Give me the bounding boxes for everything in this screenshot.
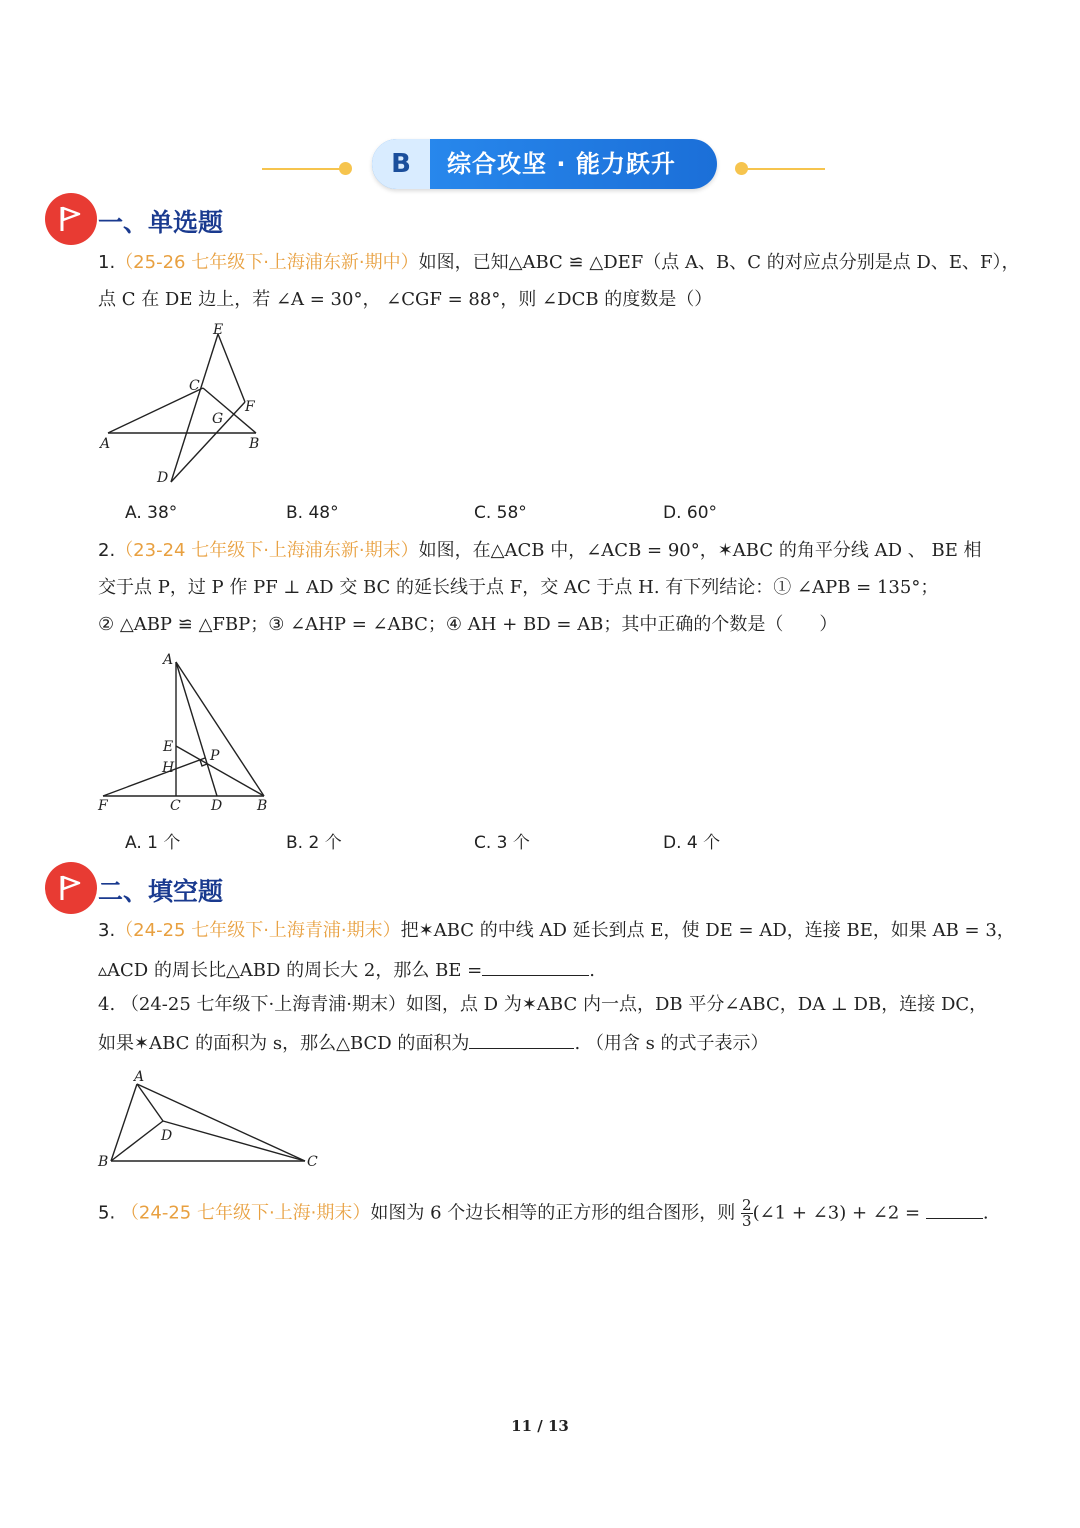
q2-label-e: E — [163, 739, 174, 755]
q1-option-a[interactable]: A. 38° — [125, 503, 178, 523]
q3-line2 — [98, 957, 595, 983]
q1-number: 1. — [98, 252, 116, 273]
q5-answer-blank[interactable] — [926, 1200, 983, 1219]
q5-line — [98, 1198, 989, 1229]
section-title-single-choice: 一、单选题 — [98, 208, 224, 237]
q4-label-d: D — [161, 1128, 173, 1144]
flag-icon — [45, 193, 97, 245]
q5-number: 5. — [98, 1202, 116, 1224]
q2-option-c[interactable]: C. 3 个 — [474, 833, 530, 853]
q1-text1: 如图，已知△ABC ≌ △DEF（点 A、B、C 的对应点分别是点 D、E、F）， — [418, 252, 1020, 273]
q4-label-c: C — [307, 1154, 318, 1170]
q2-label-f: F — [98, 798, 108, 814]
q4-figure — [93, 1064, 328, 1174]
q2-number: 2. — [98, 540, 116, 561]
q3-text1: 把✶ABC 的中线 AD 延长到点 E，使 DE = AD，连接 BE，如果 AB = 3， — [400, 920, 1015, 941]
q5-frac-den: 3 — [742, 1212, 752, 1230]
q2-option-d[interactable]: D. 4 个 — [663, 833, 721, 853]
q2-text1: 如图，在△ACB 中，∠ACB = 90°，✶ABC 的角平分线 AD 、 BE 相 — [418, 540, 982, 561]
q4-label-a: A — [134, 1069, 145, 1085]
q2-figure — [93, 648, 273, 816]
q5-expression: (∠1 + ∠3) + ∠2 = — [752, 1202, 921, 1224]
q3-source: （24-25 七年级下·上海青浦·期末） — [115, 920, 401, 941]
banner-title: 综合攻坚 · 能力跃升 — [447, 150, 676, 178]
q3-text2-end: . — [589, 960, 595, 981]
q4-answer-blank[interactable] — [469, 1030, 574, 1049]
banner-line-left — [262, 168, 344, 170]
q3-number: 3. — [98, 920, 116, 941]
banner-letter: B — [372, 139, 430, 189]
q2-label-c: C — [170, 798, 181, 814]
q1-label-b: B — [249, 436, 260, 452]
q1-option-b[interactable]: B. 48° — [286, 503, 339, 523]
q1-line1 — [98, 251, 1019, 275]
q4-text2-end: . （用含 s 的式子表示） — [574, 1033, 769, 1054]
q4-line2 — [98, 1030, 769, 1056]
q5-source: （24-25 七年级下·上海·期末） — [120, 1202, 371, 1224]
q4-label-b: B — [98, 1154, 109, 1170]
q2-label-a: A — [163, 652, 174, 668]
q1-figure — [95, 322, 270, 487]
q1-label-c: C — [189, 378, 200, 394]
q2-label-h: H — [162, 760, 175, 776]
q5-text: 如图为 6 个边长相等的正方形的组合图形，则 — [370, 1202, 736, 1224]
q4-text2: 如果✶ABC 的面积为 s，那么△BCD 的面积为 — [98, 1033, 470, 1054]
q5-end: . — [982, 1202, 989, 1224]
q1-label-d: D — [157, 470, 169, 486]
q1-label-f: F — [245, 399, 255, 415]
banner-dot-left — [339, 162, 352, 175]
q1-label-e: E — [213, 322, 224, 338]
q2-label-b: B — [257, 798, 268, 814]
q3-line1 — [98, 919, 1015, 943]
section-title-fill-blank: 二、填空题 — [98, 877, 224, 906]
q5-fraction — [741, 1198, 753, 1229]
q3-answer-blank[interactable] — [482, 957, 589, 976]
q1-line2: 点 C 在 DE 边上，若 ∠A = 30°， ∠CGF = 88°，则 ∠DCB 的度数是（） — [98, 289, 713, 310]
page-number: 11 / 13 — [511, 1417, 569, 1435]
q3-text2: ▵ACD 的周长比△ABD 的周长大 2，那么 BE = — [98, 960, 483, 981]
q2-line2: 交于点 P，过 P 作 PF ⊥ AD 交 BC 的延长线于点 F，交 AC 于点 H. 有下列结论：① ∠APB = 135°； — [98, 577, 939, 598]
q2-line3: ② △ABP ≌ △FBP；③ ∠AHP = ∠ABC；④ AH + BD = AB；其中正确的个数是（ ） — [98, 614, 838, 635]
q1-option-d[interactable]: D. 60° — [663, 503, 718, 523]
q1-label-g: G — [212, 411, 224, 427]
q2-option-b[interactable]: B. 2 个 — [286, 833, 342, 853]
q2-label-p: P — [210, 748, 220, 764]
q2-option-a[interactable]: A. 1 个 — [125, 833, 181, 853]
q4-line1: 4. （24-25 七年级下·上海青浦·期末）如图，点 D 为✶ABC 内一点，DB 平分∠ABC，DA ⊥ DB，连接 DC， — [98, 994, 988, 1015]
flag-icon — [45, 862, 97, 914]
q1-label-a: A — [100, 436, 111, 452]
q1-source: （25-26 七年级下·上海浦东新·期中） — [115, 252, 419, 273]
q1-option-c[interactable]: C. 58° — [474, 503, 527, 523]
q2-source: （23-24 七年级下·上海浦东新·期末） — [115, 540, 419, 561]
q2-line1 — [98, 539, 982, 563]
q5-frac-num: 2 — [742, 1196, 752, 1214]
banner-line-right — [745, 168, 825, 170]
q2-label-d: D — [211, 798, 223, 814]
section-banner — [372, 139, 717, 189]
